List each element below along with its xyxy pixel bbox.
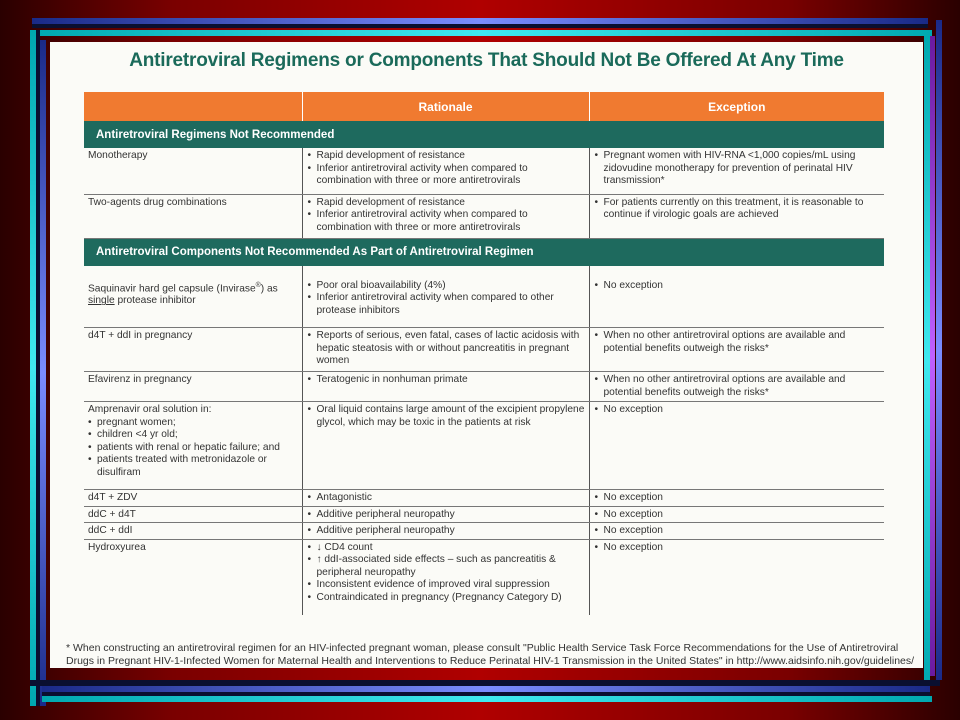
rationale-bullet: • Reports of serious, even fatal, cases of lactic acidosis with hepatic steatosis with or without pancreatitis in pregnant women <box>317 330 585 368</box>
frame-bar-left-blue <box>40 40 46 706</box>
footnote: * When constructing an antiretroviral regimen for an HIV-infected pregnant woman, please consult "Public Health Service Task Force Recommendations for the Use of Antiretroviral Drugs in Pregnant HIV-1-Infected Women for Maternal Health and Interventions to Reduce Perinatal HIV-1 Transmission in the United States" in http://www.aidsinfo.nih.gov/guidelines/ <box>66 642 915 667</box>
rationale-bullet: • Inconsistent evidence of improved viral suppression <box>317 579 585 592</box>
section-header-components <box>84 238 884 266</box>
row-item: ddC + ddI <box>84 523 302 540</box>
exception-bullet: • No exception <box>604 525 881 538</box>
table-header-row <box>84 92 884 121</box>
table-row <box>84 490 884 507</box>
table-row <box>84 506 884 523</box>
header-exception: Exception <box>589 92 884 121</box>
exception-bullet: • When no other antiretroviral options are available and potential benefits outweigh the risks* <box>604 330 881 355</box>
exception-bullet: • No exception <box>604 492 881 505</box>
row-item: Efavirenz in pregnancy <box>84 372 302 402</box>
exception-bullet: • When no other antiretroviral options are available and potential benefits outweigh the risks* <box>604 374 881 399</box>
row-item: Saquinavir hard gel capsule (Invirase®) as single protease inhibitor <box>84 266 302 328</box>
row-item: d4T + ZDV <box>84 490 302 507</box>
subitem-bullet: • patients with renal or hepatic failure; and <box>97 442 298 455</box>
rationale-bullet: • ↓ CD4 count <box>317 542 585 555</box>
table-row <box>84 523 884 540</box>
row-item: Two-agents drug combinations <box>84 194 302 238</box>
section-title: Antiretroviral Regimens Not Recommended <box>84 121 884 148</box>
row-item: d4T + ddI in pregnancy <box>84 328 302 372</box>
table-row <box>84 372 884 402</box>
table-row <box>84 148 884 194</box>
frame-bar-right-blue <box>936 20 942 680</box>
table-row <box>84 328 884 372</box>
rationale-bullet: • Antagonistic <box>317 492 585 505</box>
exception-bullet: • No exception <box>604 280 881 293</box>
rationale-bullet: • Oral liquid contains large amount of the excipient propylene glycol, which may be toxic in the patients at risk <box>317 404 585 429</box>
exception-bullet: • For patients currently on this treatment, it is reasonable to continue if virologic goals are achieved <box>604 197 881 222</box>
exception-bullet: • No exception <box>604 509 881 522</box>
rationale-bullet: • Rapid development of resistance <box>317 197 585 210</box>
header-item <box>84 92 302 121</box>
rationale-bullet: • Inferior antiretroviral activity when compared to combination with three or more antiretrovirals <box>317 163 585 188</box>
rationale-bullet: • Poor oral bioavailability (4%) <box>317 280 585 293</box>
document-page <box>50 42 923 668</box>
frame-bar-right-purple <box>930 36 935 676</box>
rationale-bullet: • Rapid development of resistance <box>317 150 585 163</box>
exception-bullet: • Pregnant women with HIV-RNA <1,000 copies/mL using zidovudine monotherapy for prevention of perinatal HIV transmission* <box>604 150 881 188</box>
subitem-bullet: • children <4 yr old; <box>97 429 298 442</box>
row-item: Monotherapy <box>84 148 302 194</box>
rationale-bullet: • Additive peripheral neuropathy <box>317 525 585 538</box>
table-row <box>84 194 884 238</box>
subitem-bullet: • patients treated with metronidazole or disulfiram <box>97 454 298 479</box>
frame-bar-bottom-cyan <box>42 696 932 702</box>
regimens-table <box>84 92 884 615</box>
rationale-bullet: • Contraindicated in pregnancy (Pregnancy Category D) <box>317 592 585 605</box>
rationale-bullet: • Inferior antiretroviral activity when compared to combination with three or more antiretrovirals <box>317 209 585 234</box>
rationale-bullet: • ↑ ddI-associated side effects – such as pancreatitis & peripheral neuropathy <box>317 554 585 579</box>
row-item: Hydroxyurea <box>88 541 146 553</box>
table-row <box>84 539 884 615</box>
section-title: Antiretroviral Components Not Recommended As Part of Antiretroviral Regimen <box>84 238 884 266</box>
rationale-bullet: • Additive peripheral neuropathy <box>317 509 585 522</box>
subitem-bullet: • pregnant women; <box>97 417 298 430</box>
rationale-bullet: • Inferior antiretroviral activity when compared to other protease inhibitors <box>317 292 585 317</box>
row-item: Amprenavir oral solution in: • pregnant women; • children <4 yr old; • patients with renal or hepatic failure; and • patients treated with metronidazole or disulfiram <box>84 402 302 490</box>
rationale-bullet: • Teratogenic in nonhuman primate <box>317 374 585 387</box>
table-row <box>84 266 884 328</box>
frame-bar-top-cyan <box>32 30 932 36</box>
exception-bullet: • No exception <box>604 404 881 417</box>
row-item: ddC + d4T <box>84 506 302 523</box>
frame-bar-top-dark <box>32 24 928 28</box>
section-header-regimens <box>84 121 884 148</box>
page-title: Antiretroviral Regimens or Components That Should Not Be Offered At Any Time <box>129 50 844 71</box>
exception-bullet: • No exception <box>604 542 881 555</box>
table-row <box>84 402 884 490</box>
header-rationale: Rationale <box>302 92 589 121</box>
